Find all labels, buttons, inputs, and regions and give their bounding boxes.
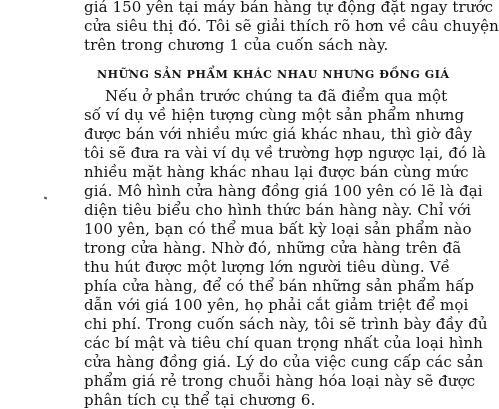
text-line: cửa siêu thị đó. Tôi sẽ giải thích rõ hơn về câu chuyện [84, 17, 499, 35]
text-line: được bán với nhiều mức giá khác nhau, thì giờ đây [84, 125, 473, 143]
text-line: tôi sẽ đưa ra vài ví dụ về trường hợp ngược lại, đó là [84, 144, 487, 162]
text-line: số ví dụ về hiện tượng cùng một sản phẩm nhưng [84, 106, 465, 124]
section-heading: NHỮNG SẢN PHẨM KHÁC NHAU NHƯNG ĐỒNG GIÁ [97, 68, 450, 81]
text-line: dẫn với giá 100 yên, họ phải cắt giảm triệt để mọi [84, 296, 469, 314]
text-line: trên trong chương 1 của cuốn sách này. [84, 36, 389, 54]
margin-mark [44, 197, 48, 200]
text-line: nhiều mặt hàng khác nhau lại được bán cùng mức [84, 163, 469, 181]
text-line: trong cửa hàng. Nhờ đó, những cửa hàng trên đã [84, 239, 462, 257]
text-line: cửa hàng đồng giá. Lý do của việc cung cấp các sản [84, 353, 484, 371]
text-line: giá 150 yên tại máy bán hàng tự động đặt ngay trước [84, 0, 494, 16]
text-line: phía cửa hàng, để có thể bán những sản phẩm hấp [84, 277, 475, 295]
text-line: giá. Mô hình cửa hàng đồng giá 100 yên có lẽ là đại [84, 182, 483, 200]
text-line: phân tích cụ thể tại chương 6. [84, 391, 316, 409]
text-line: diện tiêu biểu cho hình thức bán hàng này. Chỉ với [84, 201, 472, 219]
text-line: phẩm giá rẻ trong chuỗi hàng hóa loại này sẽ được [84, 372, 476, 390]
text-line: các bí mật và tiêu chí quan trọng nhất của loại hình [84, 334, 483, 352]
text-line: Nếu ở phần trước chúng ta đã điểm qua một [105, 87, 448, 105]
text-line: 100 yên, bạn có thể mua bất kỳ loại sản phẩm nào [84, 220, 472, 238]
text-line: thu hút được một lượng lớn người tiêu dùng. Về [84, 258, 450, 276]
text-line: chi phí. Trong cuốn sách này, tôi sẽ trình bày đầy đủ [84, 315, 488, 333]
